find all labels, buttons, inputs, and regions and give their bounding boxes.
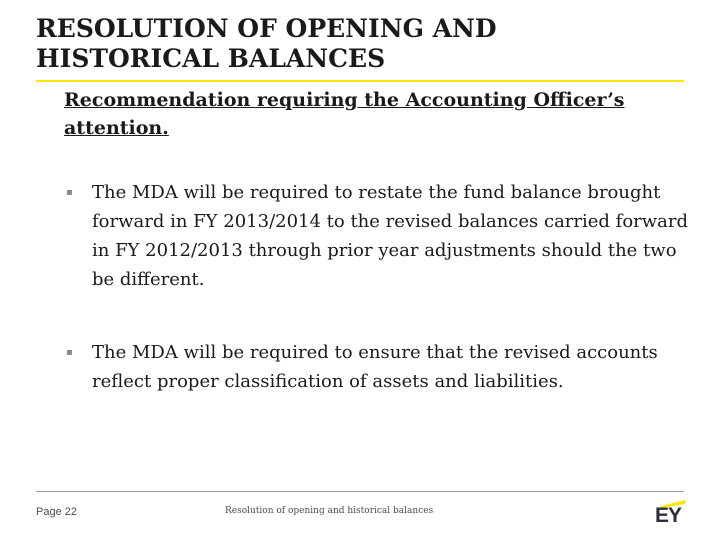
recommendation-heading: Recommendation requiring the Accounting Officer’s attention.: [64, 89, 625, 139]
square-bullet-icon: ▪: [66, 187, 73, 198]
bullet-text: The MDA will be required to restate the fund balance brought forward in FY 2013/2014 to the revised balances carried forward in FY 2012/2013 through prior year adjustments should the two be different.: [92, 182, 689, 290]
footer-divider: [36, 491, 684, 492]
slide-title: RESOLUTION OF OPENING AND HISTORICAL BALANCES: [36, 14, 497, 73]
square-bullet-icon: ▪: [66, 347, 73, 358]
bullet-item-restate: [64, 178, 694, 294]
ey-logo-icon: [655, 500, 687, 528]
footer-title: Resolution of opening and historical balances: [225, 506, 434, 516]
title-divider: [36, 80, 684, 82]
logo-text: EY: [655, 504, 682, 527]
bullet-item-classification: [64, 338, 694, 396]
page-number: Page 22: [36, 506, 77, 518]
bullet-list: [64, 178, 694, 440]
bullet-text: The MDA will be required to ensure that the revised accounts reflect proper classification of assets and liabilities.: [92, 342, 658, 392]
